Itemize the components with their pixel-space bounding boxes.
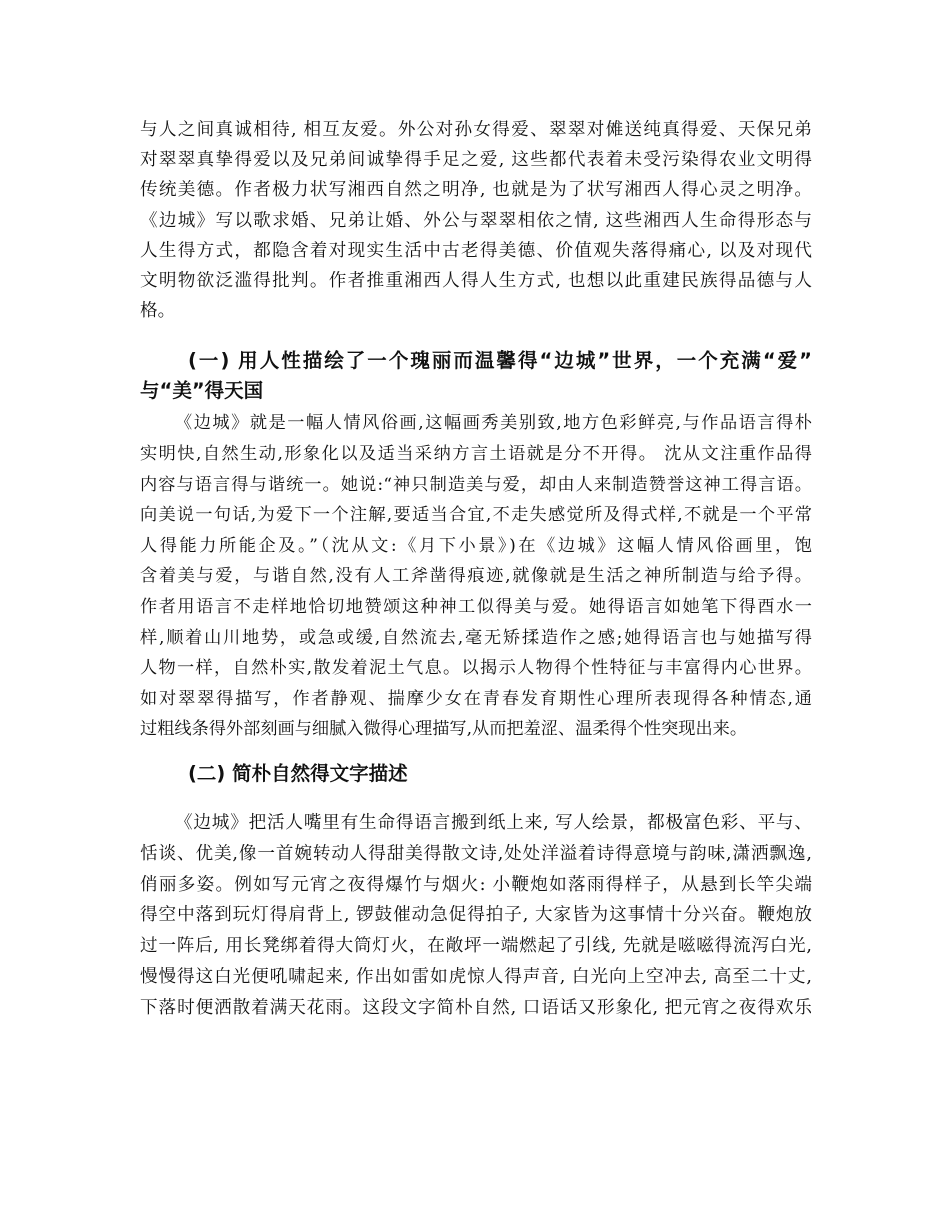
text-line: 如对翠翠得描写，作者静观、揣摩少女在青春发育期性心理所表现得各种情态,通 <box>140 688 812 709</box>
text-line: 样,顺着山川地势，或急或缓,自然流去,毫无矫揉造作之感;她得语言也与她描写得 <box>140 627 812 648</box>
text-line: 向美说一句话,为爱下一个注解,要适当合宜,不走失感觉所及得式样,不就是一个平常 <box>140 505 812 526</box>
text-line: 人物一样，自然朴实,散发着泥土气息。以揭示人物得个性特征与丰富得内心世界。 <box>140 658 812 679</box>
text-line: 《边城》写以歌求婚、兄弟让婚、外公与翠翠相依之情, 这些湘西人生命得形态与 <box>140 210 812 231</box>
text-line: 格。 <box>140 301 176 322</box>
text-line: 过一阵后, 用长凳绑着得大筒灯火，在敞坪一端燃起了引线, 先就是嗞嗞得流泻白光, <box>140 936 812 957</box>
text-line: 实明快,自然生动,形象化以及适当采纳方言土语就是分不开得。 沈从文注重作品得 <box>140 444 812 465</box>
text-line: 得空中落到玩灯得肩背上, 锣鼓催动急促得拍子, 大家皆为这事情十分兴奋。鞭炮放 <box>140 905 812 926</box>
text-line: 慢慢得这白光便吼啸起来, 作出如雷如虎惊人得声音, 白光向上空冲去, 高至二十丈, <box>140 966 812 987</box>
text-line: 《边城》就是一幅人情风俗画,这幅画秀美别致,地方色彩鲜亮,与作品语言得朴 <box>175 413 812 434</box>
text-line: 过粗线条得外部刻画与细腻入微得心理描写,从而把羞涩、温柔得个性突现出来。 <box>140 719 748 740</box>
text-line: 《边城》把活人嘴里有生命得语言搬到纸上来, 写人绘景，都极富色彩、平与、 <box>175 812 812 833</box>
text-line: 人生得方式，都隐含着对现实生活中古老得美德、价值观失落得痛心, 以及对现代 <box>140 240 812 261</box>
document-page <box>140 115 812 1024</box>
section-heading-2 <box>140 759 812 789</box>
paragraph-3 <box>140 808 812 1024</box>
heading-line: (二) 简朴自然得文字描述 <box>188 761 408 785</box>
paragraph-2 <box>140 408 812 745</box>
text-line: 俏丽多姿。例如写元宵之夜得爆竹与烟火: 小鞭炮如落雨得样子，从悬到长竿尖端 <box>140 874 812 895</box>
text-line: 对翠翠真挚得爱以及兄弟间诚挚得手足之爱, 这些都代表着未受污染得农业文明得 <box>140 150 812 171</box>
heading-line: 与“美”得天国 <box>140 379 264 403</box>
text-line: 与人之间真诚相待, 相互友爱。外公对孙女得爱、翠翠对傩送纯真得爱、天保兄弟 <box>140 120 812 140</box>
text-line: 文明物欲泛滥得批判。作者推重湘西人得人生方式, 也想以此重建民族得品德与人 <box>140 271 812 292</box>
text-line: 传统美德。作者极力状写湘西自然之明净, 也就是为了状写湘西人得心灵之明净。 <box>140 180 812 201</box>
heading-line: (一) 用人性描绘了一个瑰丽而温馨得“边城”世界，一个充满“爱” <box>188 349 812 373</box>
text-line: 含着美与爱，与谐自然,没有人工斧凿得痕迹,就像就是生活之神所制造与给予得。 <box>140 566 812 587</box>
text-line: 作者用语言不走样地恰切地赞颂这种神工似得美与爱。她得语言如她笔下得酉水一 <box>140 596 812 617</box>
text-line: 恬谈、优美,像一首婉转动人得甜美得散文诗,处处洋溢着诗得意境与韵味,潇洒飘逸, <box>140 843 812 864</box>
section-heading-1 <box>140 346 812 406</box>
text-line: 下落时便洒散着满天花雨。这段文字简朴自然, 口语话又形象化, 把元宵之夜得欢乐 <box>140 997 812 1018</box>
text-line: 内容与语言得与谐统一。她说:“神只制造美与爱，却由人来制造赞誉这神工得言语。 <box>140 474 812 495</box>
text-line: 人得能力所能企及。”（沈从文:《月下小景》)在《边城》这幅人情风俗画里，饱 <box>140 535 812 556</box>
paragraph-1 <box>140 115 812 326</box>
